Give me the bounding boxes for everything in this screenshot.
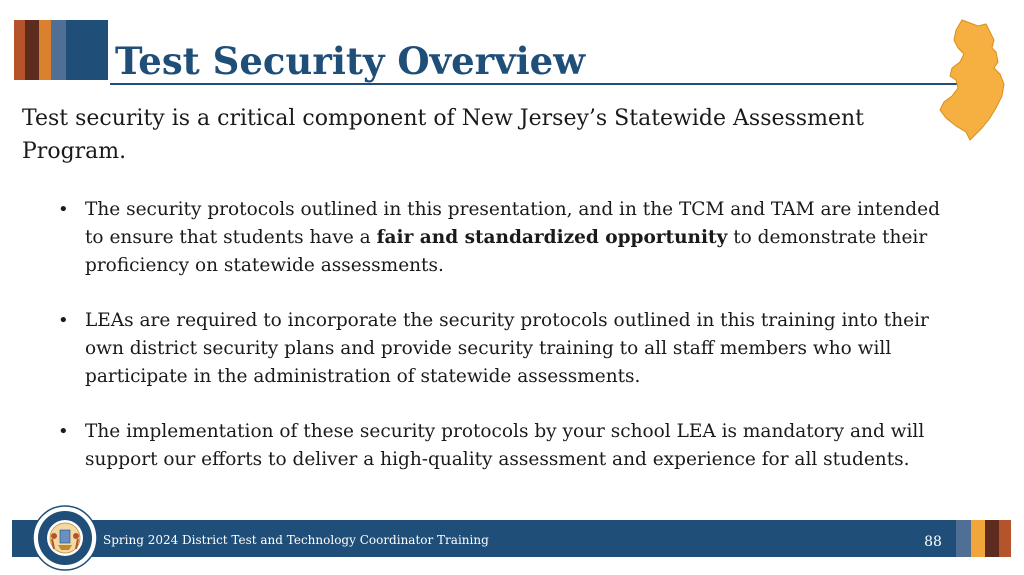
header-color-blocks xyxy=(14,20,108,80)
nj-department-of-education-seal xyxy=(32,505,98,571)
bullet-text: LEAs are required to incorporate the security protocols outlined in this training into their own district security plans and provide security training to all staff members who will participate in the administration of statewide assessments. xyxy=(85,310,929,387)
list-item xyxy=(58,196,958,280)
bullet-list xyxy=(58,196,958,501)
footer-color-blocks xyxy=(956,520,1011,557)
bullet-glyph: • xyxy=(58,199,69,220)
page-number: 88 xyxy=(924,534,942,550)
bullet-text-bold: fair and standardized opportunity xyxy=(376,227,728,248)
bullet-glyph: • xyxy=(58,310,69,331)
title-underline xyxy=(110,83,965,85)
slide-title: Test Security Overview xyxy=(115,39,586,83)
bullet-text: The implementation of these security protocols by your school LEA is mandatory and will support our efforts to deliver a high-quality assessment and experience for all students. xyxy=(85,421,925,470)
new-jersey-map-icon xyxy=(934,18,1006,142)
footer-text: Spring 2024 District Test and Technology Coordinator Training xyxy=(103,533,489,547)
list-item xyxy=(58,418,958,474)
bullet-text-end: to demonstrate their proficiency on statewide assessments. xyxy=(85,227,928,276)
bullet-text-start: The security protocols outlined in this presentation, and in the TCM and TAM are intended to ensure that students have a xyxy=(85,199,940,248)
bullet-glyph: • xyxy=(58,421,69,442)
list-item xyxy=(58,307,958,391)
intro-paragraph: Test security is a critical component of New Jersey’s Statewide Assessment Program. xyxy=(22,106,864,164)
